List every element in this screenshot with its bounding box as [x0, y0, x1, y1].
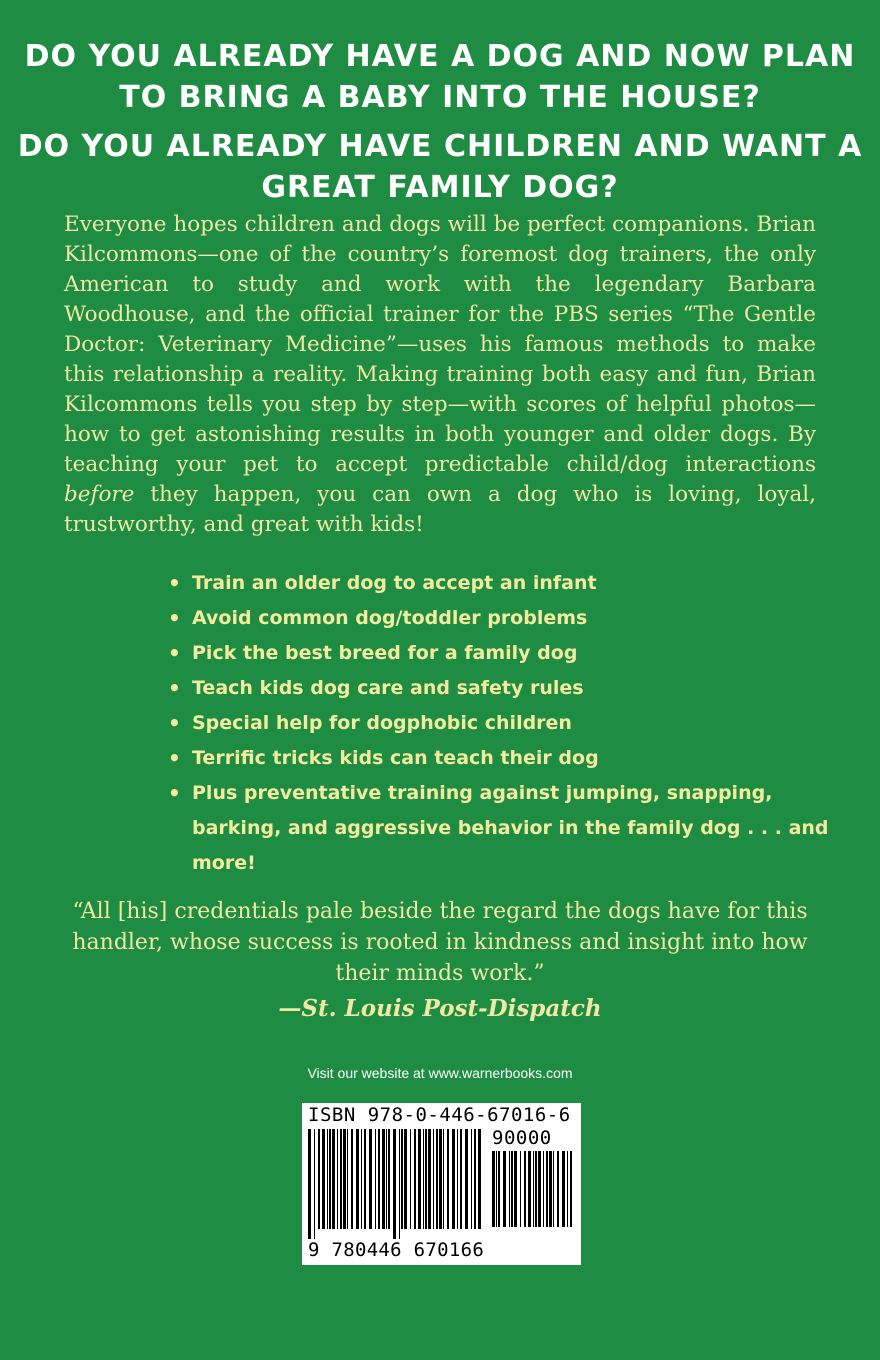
- ean-digits: 9 780446 670166: [308, 1239, 485, 1261]
- bullet-icon: •: [168, 711, 181, 735]
- bullet-icon: •: [168, 746, 181, 770]
- feature-text: Train an older dog to accept an infant: [192, 572, 597, 594]
- feature-text: Terrific tricks kids can teach their dog: [192, 747, 599, 769]
- barcode-bars-icon: [308, 1129, 484, 1243]
- review-quote: “All [his] credentials pale beside the regard the dogs have for this handler, whose success is rooted in kindness and insight into how their minds work.”: [72, 899, 808, 986]
- bullet-icon: •: [168, 606, 181, 630]
- feature-item: [168, 636, 848, 671]
- price-code: 90000: [492, 1127, 552, 1149]
- feature-item: [168, 566, 848, 601]
- headline-question-1: DO YOU ALREADY HAVE A DOG AND NOW PLAN TO BRING A BABY INTO THE HOUSE?: [24, 39, 856, 115]
- description-paragraph: [64, 210, 816, 540]
- feature-item: [168, 671, 848, 706]
- feature-item: [168, 776, 848, 881]
- bullet-icon: •: [168, 676, 181, 700]
- review-attribution: —St. Louis Post-Dispatch: [278, 995, 602, 1022]
- bullet-icon: •: [168, 641, 181, 665]
- isbn-barcode: [302, 1103, 581, 1265]
- isbn-label: ISBN 978-0-446-67016-6: [308, 1104, 571, 1126]
- description-italic-word: before: [64, 482, 135, 507]
- feature-text: Plus preventative training against jumping, snapping, barking, and aggressive behavior in the family dog . . . and more!: [192, 782, 829, 874]
- description-text-2: they happen, you can own a dog who is loving, loyal, trustworthy, and great with kids!: [64, 482, 816, 537]
- description-text-1: Everyone hopes children and dogs will be perfect companions. Brian Kilcommons—one of the country’s foremost dog trainers, the only American to study and work with the legendary Barbara Woodhouse, and the official trainer for the PBS series “The Gentle Doctor: Veterinary Medicine”—uses his famous methods to make this relationship a reality. Making training both easy and fun, Brian Kilcommons tells you step by step—with scores of helpful photos—how to get astonishing results in both younger and older dogs. By teaching your pet to accept predictable child/dog interactions: [64, 212, 816, 477]
- publisher-website: Visit our website at www.warnerbooks.com: [307, 1065, 573, 1081]
- feature-list: [168, 566, 848, 881]
- feature-text: Special help for dogphobic children: [192, 712, 572, 734]
- bullet-icon: •: [168, 781, 181, 805]
- feature-item: [168, 706, 848, 741]
- feature-text: Pick the best breed for a family dog: [192, 642, 578, 664]
- addon-barcode-bars-icon: [492, 1151, 574, 1241]
- headline-question-2: DO YOU ALREADY HAVE CHILDREN AND WANT A GREAT FAMILY DOG?: [17, 129, 863, 205]
- feature-text: Avoid common dog/toddler problems: [192, 607, 588, 629]
- bullet-icon: •: [168, 571, 181, 595]
- feature-item: [168, 601, 848, 636]
- feature-item: [168, 741, 848, 776]
- feature-text: Teach kids dog care and safety rules: [192, 677, 584, 699]
